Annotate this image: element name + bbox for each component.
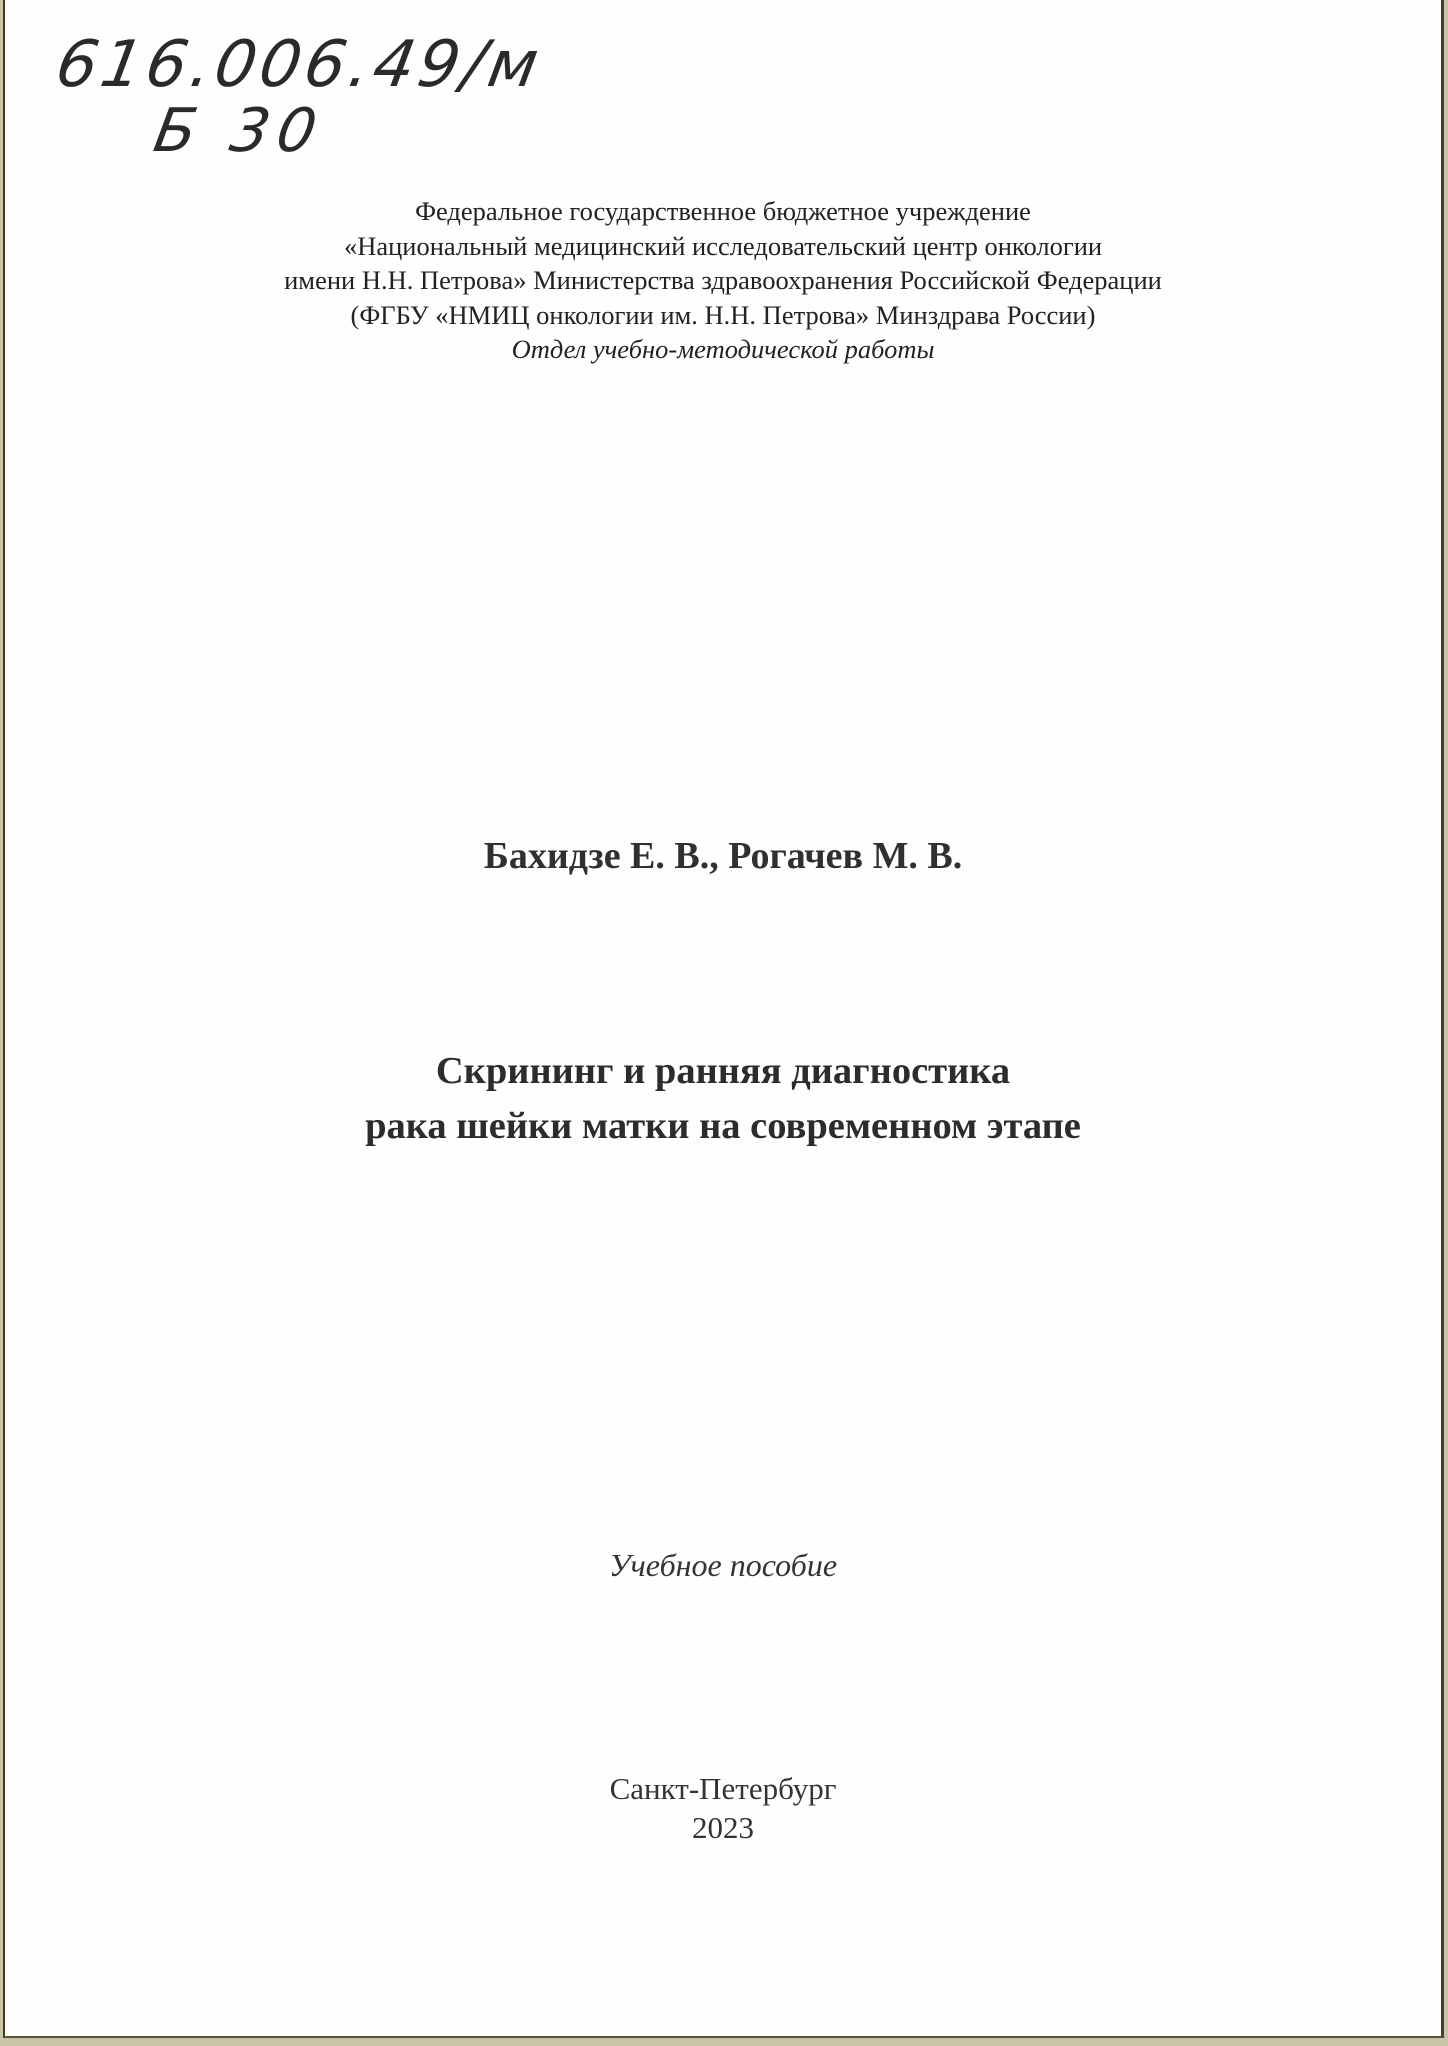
imprint	[5, 1769, 1441, 1847]
book-title	[5, 1044, 1441, 1154]
imprint-city: Санкт-Петербург	[609, 1771, 837, 1806]
handwritten-author-sign: Б 30	[148, 96, 330, 166]
handwritten-call-number: 616.006.49/м	[50, 28, 548, 102]
institution-line: «Национальный медицинский исследовательский центр онкологии	[343, 230, 1103, 261]
title-page	[3, 0, 1444, 2038]
authors: Бахидзе Е. В., Рогачев М. В.	[483, 835, 963, 877]
institution-line: (ФГБУ «НМИЦ онкологии им. Н.Н. Петрова» Минздрава России)	[350, 299, 1096, 330]
title-line: рака шейки матки на современном этапе	[365, 1105, 1081, 1147]
imprint-year: 2023	[692, 1810, 754, 1845]
title-line: Скрининг и ранняя диагностика	[435, 1050, 1011, 1092]
institution-line: имени Н.Н. Петрова» Министерства здравоохранения Российской Федерации	[284, 265, 1162, 295]
publication-genre: Учебное пособие	[608, 1547, 838, 1583]
institution-line: Федеральное государственное бюджетное учреждение	[415, 196, 1031, 226]
department-name: Отдел учебно-методической работы	[511, 334, 935, 364]
institution-block	[5, 194, 1441, 367]
